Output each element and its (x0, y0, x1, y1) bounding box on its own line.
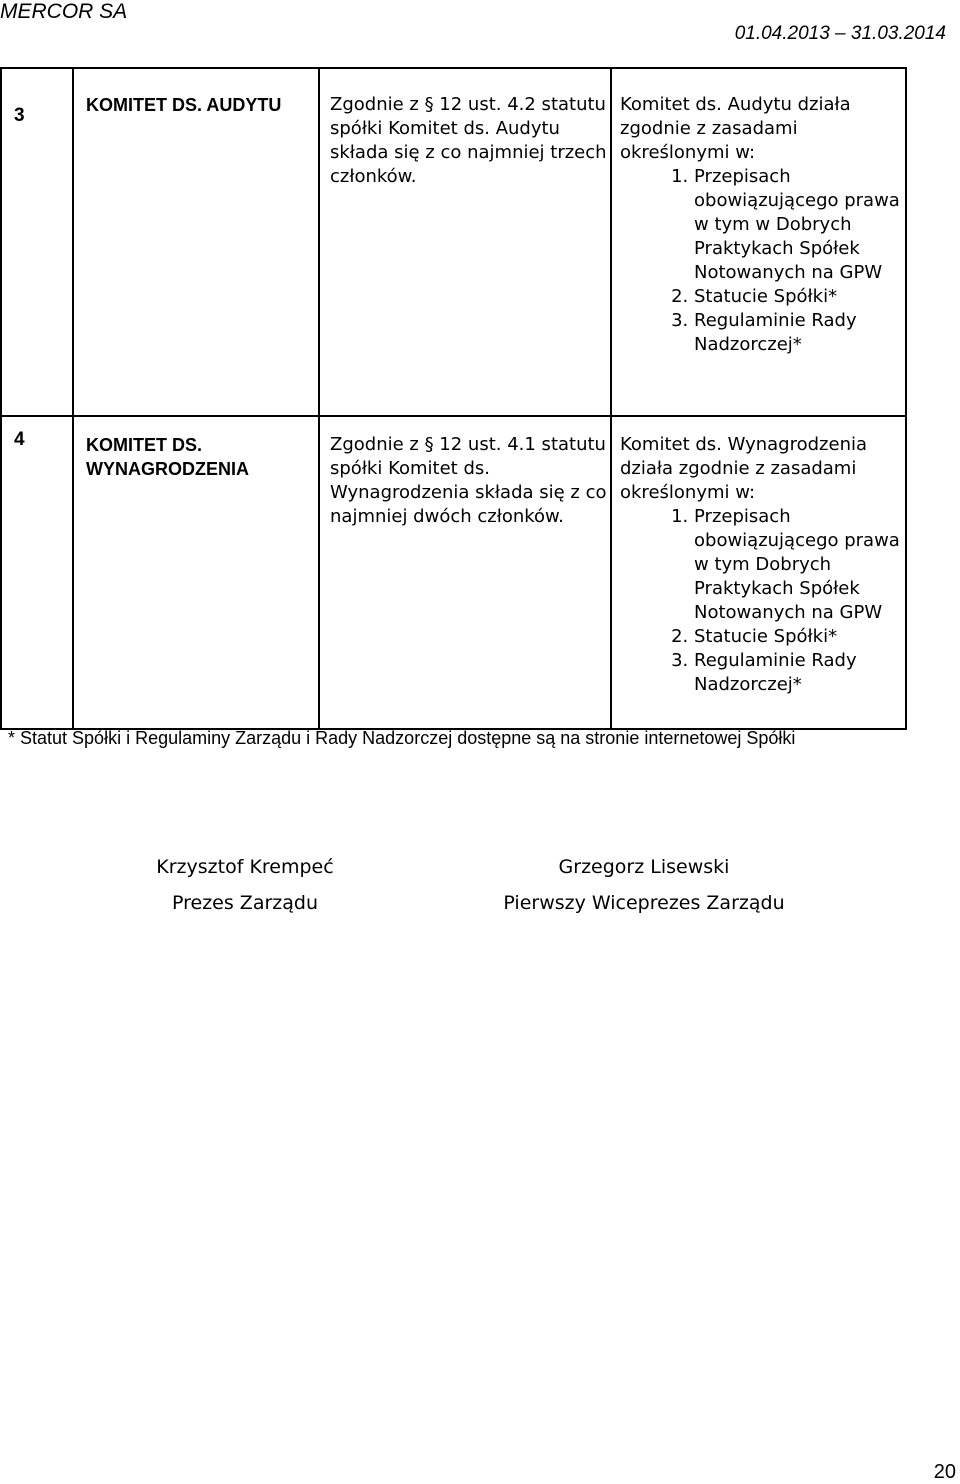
rules-intro: Komitet ds. Audytu działa zgodnie z zasadami określonymi w: (620, 94, 851, 163)
list-item: 2. Statucie Spółki* (694, 625, 905, 649)
row-number: 4 (1, 416, 73, 729)
list-item: 3. Regulaminie Rady Nadzorczej* (694, 649, 905, 697)
committee-name: KOMITET DS. AUDYTU (73, 68, 319, 416)
rules-list (620, 505, 905, 697)
page-number: 20 (933, 1461, 956, 1483)
composition-rule (319, 68, 611, 416)
rule-text-after: 12 ust. 4.2 statutu spółki Komitet ds. Audytu składa się z co najmniej trzech członków. (330, 94, 607, 187)
table-row (1, 68, 906, 416)
rule-text-after: 12 ust. 4.1 statutu spółki Komitet ds. Wynagrodzenia składa się z co najmniej dwóch członków. (330, 434, 607, 527)
list-item: 1. Przepisach obowiązującego prawa w tym w Dobrych Praktykach Spółek Notowanych na GPW (694, 165, 905, 285)
table-row (1, 416, 906, 729)
company-name: MERCOR SA (0, 0, 128, 23)
signatory-name: Krzysztof Krempeć (156, 856, 334, 878)
section-sign: § (424, 94, 434, 115)
rule-text-before: Zgodnie z (330, 94, 425, 115)
operating-rules (611, 68, 906, 416)
signature-block (496, 855, 792, 915)
rules-intro: Komitet ds. Wynagrodzenia działa zgodnie z zasadami określonymi w: (620, 434, 868, 503)
section-sign: § (424, 434, 434, 455)
report-period: 01.04.2013 – 31.03.2014 (734, 23, 946, 44)
composition-rule (319, 416, 611, 729)
signature-block (149, 855, 341, 915)
list-item: 1. Przepisach obowiązującego prawa w tym Dobrych Praktykach Spółek Notowanych na GPW (694, 505, 905, 625)
footnote: * Statut Spółki i Regulaminy Zarządu i Rady Nadzorczej dostępne są na stronie internetowej Spółki (8, 728, 796, 748)
signatory-name: Grzegorz Lisewski (558, 856, 730, 878)
rules-list (620, 165, 905, 357)
committees-table (0, 67, 907, 730)
list-item: 2. Statucie Spółki* (694, 285, 905, 309)
list-item: 3. Regulaminie Rady Nadzorczej* (694, 309, 905, 357)
signatory-role: Pierwszy Wiceprezes Zarządu (503, 892, 785, 914)
committee-name: KOMITET DS. WYNAGRODZENIA (73, 416, 319, 729)
signatory-role: Prezes Zarządu (172, 892, 318, 914)
row-number: 3 (1, 68, 73, 416)
operating-rules (611, 416, 906, 729)
rule-text-before: Zgodnie z (330, 434, 425, 455)
